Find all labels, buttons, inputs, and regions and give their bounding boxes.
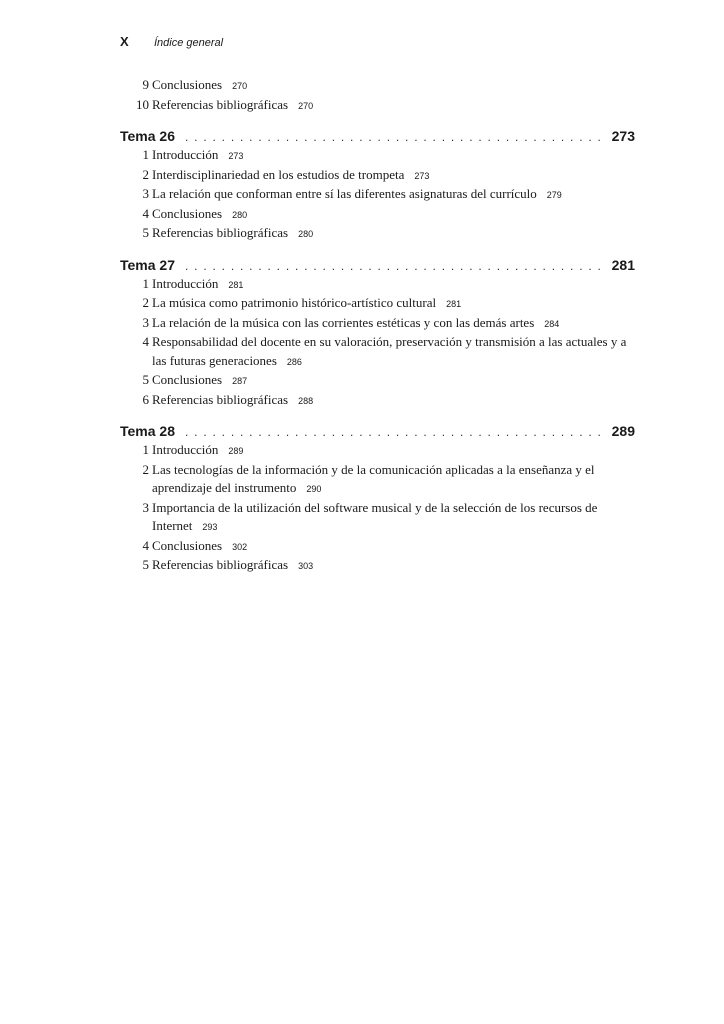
entry-title: Referencias bibliográficas (152, 557, 289, 572)
entry-number: 9 (142, 77, 149, 92)
running-header (120, 34, 223, 50)
entry-number: 4 (142, 205, 149, 221)
entry-title: Conclusiones (152, 372, 223, 387)
entry-page: 303 (298, 561, 314, 571)
entry-title: Interdisciplinariedad en los estudios de trompeta (152, 166, 405, 182)
toc-entry[interactable] (120, 205, 635, 225)
entry-number: 3 (142, 186, 149, 201)
entry-number: 1 (142, 147, 149, 162)
entry-number: 1 (142, 275, 149, 291)
entry-title: Referencias bibliográficas (152, 225, 289, 240)
toc-entry[interactable] (120, 461, 635, 499)
tema-heading[interactable] (120, 127, 635, 146)
entry-number: 6 (142, 391, 149, 407)
toc-entry[interactable] (120, 333, 635, 371)
toc-entry[interactable] (120, 294, 635, 314)
toc-entry[interactable] (120, 391, 635, 411)
entry-title: La relación de la música con las corrientes estéticas y con las demás artes (152, 314, 535, 330)
toc-entry[interactable] (120, 537, 635, 557)
toc-entry[interactable] (120, 96, 635, 116)
toc-entry[interactable] (120, 185, 635, 205)
tema-page: 273 (611, 128, 635, 144)
toc-entry[interactable] (120, 371, 635, 391)
entry-number: 5 (142, 557, 149, 572)
entry-title: Las tecnologías de la información y de la comunicación aplicadas a la enseñanza y el aprendizaje del instrumento (152, 461, 595, 495)
table-of-contents (120, 76, 635, 576)
leader-dots (185, 128, 606, 146)
toc-entry[interactable] (120, 146, 635, 166)
tema-label: Tema 26 (120, 128, 175, 144)
tema-page: 289 (611, 423, 635, 439)
toc-entry[interactable] (120, 224, 635, 244)
entry-page: 287 (232, 376, 248, 386)
entry-page: 302 (232, 541, 248, 552)
page-number: X (120, 34, 129, 49)
entry-title: La música como patrimonio histórico-artístico cultural (152, 295, 437, 310)
entry-number: 3 (142, 499, 149, 515)
entry-number: 4 (142, 334, 149, 349)
entry-page: 279 (546, 190, 562, 200)
entry-page: 290 (306, 484, 322, 494)
entry-page: 273 (228, 151, 244, 161)
tema-label: Tema 27 (120, 256, 175, 273)
entry-number: 2 (142, 461, 149, 477)
entry-title: Conclusiones (152, 77, 223, 92)
entry-title: Importancia de la utilización del software musical y de la selección de los recursos de Internet (152, 499, 598, 533)
entry-number: 2 (142, 166, 149, 182)
running-title: Índice general (154, 37, 224, 49)
toc-entry[interactable] (120, 76, 635, 96)
toc-entry[interactable] (120, 556, 635, 576)
toc-entry[interactable] (120, 166, 635, 186)
entry-title: Responsabilidad del docente en su valoración, preservación y transmisión a las actuales y a las futuras generaciones (152, 334, 627, 368)
entry-number: 2 (142, 295, 149, 310)
entry-page: 280 (232, 209, 248, 220)
entry-page: 281 (228, 279, 244, 290)
entry-number: 3 (142, 314, 149, 330)
entry-title: Introducción (152, 442, 219, 457)
entry-title: Referencias bibliográficas (152, 391, 289, 407)
entry-page: 270 (298, 100, 314, 111)
entry-page: 289 (228, 446, 244, 456)
toc-entry[interactable] (120, 314, 635, 334)
entry-title: Introducción (152, 275, 219, 291)
entry-number: 1 (142, 442, 149, 457)
entry-number: 5 (142, 225, 149, 240)
entry-page: 270 (232, 81, 248, 91)
toc-entry[interactable] (120, 499, 635, 537)
tema-heading[interactable] (120, 256, 635, 275)
entry-page: 286 (286, 356, 302, 367)
entry-page: 273 (414, 170, 430, 181)
entry-title: Referencias bibliográficas (152, 96, 289, 112)
leader-dots (185, 423, 606, 441)
toc-entry[interactable] (120, 275, 635, 295)
entry-title: Introducción (152, 147, 219, 162)
tema-label: Tema 28 (120, 423, 175, 439)
entry-number: 5 (142, 372, 149, 387)
entry-number: 4 (142, 537, 149, 553)
entry-title: Conclusiones (152, 205, 223, 221)
entry-title: La relación que conforman entre sí las diferentes asignaturas del currículo (152, 186, 537, 201)
entry-page: 284 (544, 318, 560, 329)
entry-page: 293 (202, 522, 218, 532)
entry-page: 288 (298, 395, 314, 406)
toc-entry[interactable] (120, 441, 635, 461)
entry-page: 280 (298, 229, 314, 239)
entry-page: 281 (446, 299, 462, 309)
leader-dots (185, 257, 606, 275)
tema-page: 281 (611, 256, 635, 273)
tema-heading[interactable] (120, 422, 635, 441)
entry-title: Conclusiones (152, 537, 223, 553)
entry-number: 10 (136, 96, 149, 112)
